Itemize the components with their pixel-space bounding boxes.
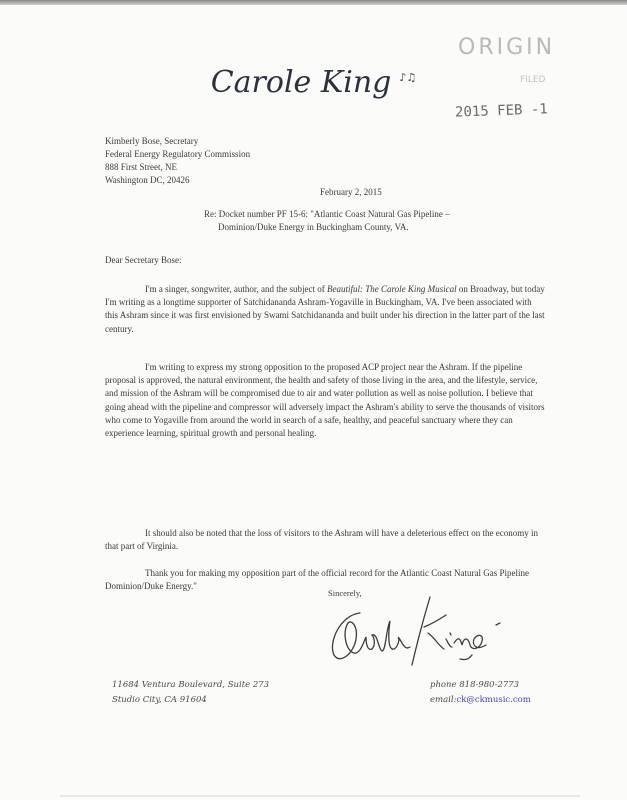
filed-stamp: FILED	[520, 75, 546, 85]
recipient-line: Washington DC, 20426	[105, 175, 190, 185]
music-note-icon: ♪♫	[399, 71, 417, 84]
body-paragraph-3: It should also be noted that the loss of visitors to the Ashram will have a deleterious effect on the economy in that part of Virginia.	[105, 528, 538, 552]
handwritten-docket-note: 2015 FEB -1	[454, 101, 548, 121]
recipient-line: Kimberly Bose, Secretary	[105, 136, 199, 146]
closing: Sincerely,	[328, 588, 362, 598]
sender-address-line: Studio City, CA 91604	[112, 695, 207, 705]
letterhead-name: Carole King	[210, 65, 392, 100]
letter-date: February 2, 2015	[320, 187, 382, 197]
sender-address	[112, 678, 269, 708]
phone-line	[430, 678, 531, 693]
sender-contact	[430, 678, 531, 708]
email-link[interactable]: ck@ckmusic.com	[456, 695, 531, 705]
letter-page	[0, 5, 627, 800]
body-paragraph-4: Thank you for making my opposition part of the official record for the Atlantic Coast Natural Gas Pipeline Dominion/Duke Energy."	[105, 568, 529, 592]
paragraph-text: I'm a singer, songwriter, author, and the subject of	[145, 284, 327, 294]
phone-value: 818-980-2773	[459, 680, 520, 690]
recipient-line: 888 First Street, NE	[105, 162, 177, 172]
subject-line-1: Re: Docket number PF 15-6: "Atlantic Coast Natural Gas Pipeline –	[204, 209, 450, 219]
signature-icon	[320, 593, 520, 673]
body-paragraph-1	[105, 283, 545, 336]
email-label: email:	[430, 695, 457, 705]
letterhead	[0, 65, 627, 100]
email-line	[430, 693, 531, 708]
received-stamp: ORIGIN	[458, 35, 556, 60]
musical-title: Beautiful: The Carole King Musical	[327, 284, 457, 294]
sender-address-line: 11684 Ventura Boulevard, Suite 273	[112, 680, 270, 690]
salutation: Dear Secretary Bose:	[105, 255, 182, 265]
recipient-line: Federal Energy Regulatory Commission	[105, 149, 251, 159]
subject-line	[204, 208, 544, 234]
phone-label: phone	[430, 680, 457, 690]
scan-artifact	[60, 795, 580, 797]
subject-line-2: Dominion/Duke Energy in Buckingham County, VA.	[218, 222, 409, 232]
recipient-address	[105, 135, 250, 187]
body-paragraph-2: I'm writing to express my strong opposition to the proposed ACP project near the Ashram. If the pipeline proposal is approved, the natural environment, the health and safety of those living in the area, and the lifestyle, service, and mission of the Ashram will be compromised due to air and water pollution as well as noise pollution. I believe that going ahead with the pipeline and compressor will adversely impact the Ashram's ability to serve the thousands of visitors who come to Yogaville from around the world in search of a safe, healthy, and peaceful sanctuary where they can experience learning, spiritual growth and personal healing.	[105, 362, 545, 439]
paragraph-text: on Broadway, but today I'm writing as a longtime supporter of Satchidananda Ashram-Yogaville in Buckingham, VA. I've been associated with this Ashram since it was first envisioned by Swami Satchidananda and built under his direction in the latter part of the last century.	[105, 284, 545, 334]
signature	[320, 593, 520, 678]
